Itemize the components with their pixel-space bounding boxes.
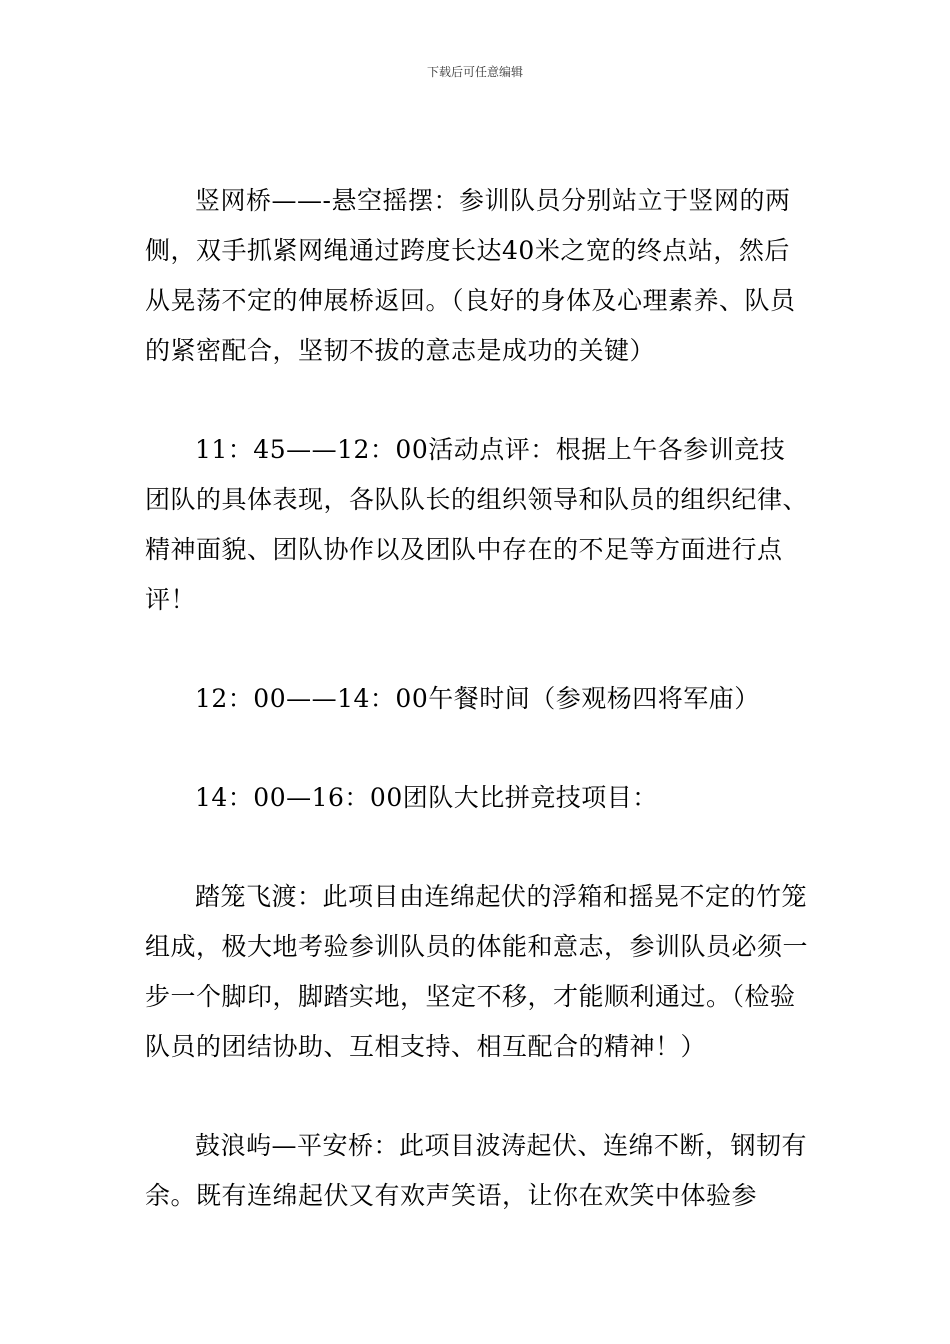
paragraph-vertical-net-bridge: 竖网桥——-悬空摇摆：参训队员分别站立于竖网的两侧，双手抓紧网绳通过跨度长达40米之宽的终点站，然后从晃荡不定的伸展桥返回。（良好的身体及心理素养、队员的紧密配合，坚韧不拔的意志是成功的关键） <box>145 186 796 365</box>
paragraph-team-competition: 14：00—16：00团队大比拼竞技项目： <box>195 783 658 812</box>
paragraph-lunch-time: 12：00——14：00午餐时间（参观杨四将军庙） <box>195 684 760 713</box>
header-note: 下载后可任意编辑 <box>426 65 523 79</box>
paragraph-peace-bridge: 鼓浪屿—平安桥：此项目波涛起伏、连绵不断，钢韧有余。既有连绵起伏又有欢声笑语，让你在欢笑中体验参 <box>145 1131 808 1210</box>
paragraph-cage-crossing: 踏笼飞渡：此项目由连绵起伏的浮箱和摇晃不定的竹笼组成，极大地考验参训队员的体能和意志，参训队员必须一步一个脚印，脚踏实地，坚定不移，才能顺利通过。（检验队员的团结协助、互相支持、相互配合的精神！） <box>145 882 809 1061</box>
paragraph-activity-review: 11：45——12：00活动点评：根据上午各参训竞技团队的具体表现，各队队长的组织领导和队员的组织纪律、精神面貌、团队协作以及团队中存在的不足等方面进行点评！ <box>145 435 809 614</box>
